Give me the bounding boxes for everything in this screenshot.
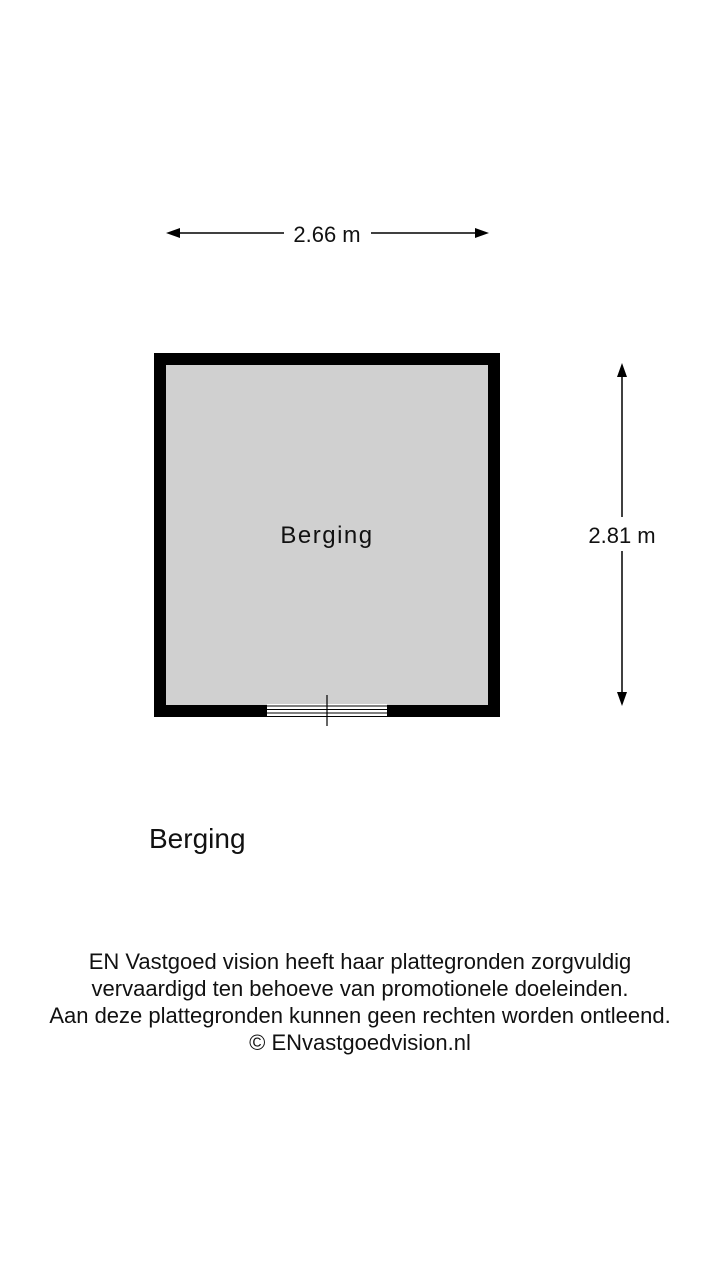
depth-arrow-down-icon [617,692,627,706]
width-arrow-left-icon [166,228,180,238]
depth-dimension-label: 2.81 m [588,523,656,548]
width-dimension [166,222,489,247]
room-berging [160,359,494,726]
disclaimer-line-3: Aan deze plattegronden kunnen geen rechten worden ontleend. [49,1003,671,1028]
width-arrow-right-icon [475,228,489,238]
floor-name-title: Berging [149,823,246,854]
disclaimer-line-4: © ENvastgoedvision.nl [249,1030,471,1055]
room-label: Berging [280,522,374,549]
depth-dimension [588,363,655,706]
disclaimer-line-2: vervaardigd ten behoeve van promotionele doeleinden. [91,976,629,1001]
depth-arrow-up-icon [617,363,627,377]
width-dimension-label: 2.66 m [293,222,361,247]
disclaimer [0,948,720,1056]
disclaimer-line-1: EN Vastgoed vision heeft haar plattegronden zorgvuldig [88,949,632,974]
